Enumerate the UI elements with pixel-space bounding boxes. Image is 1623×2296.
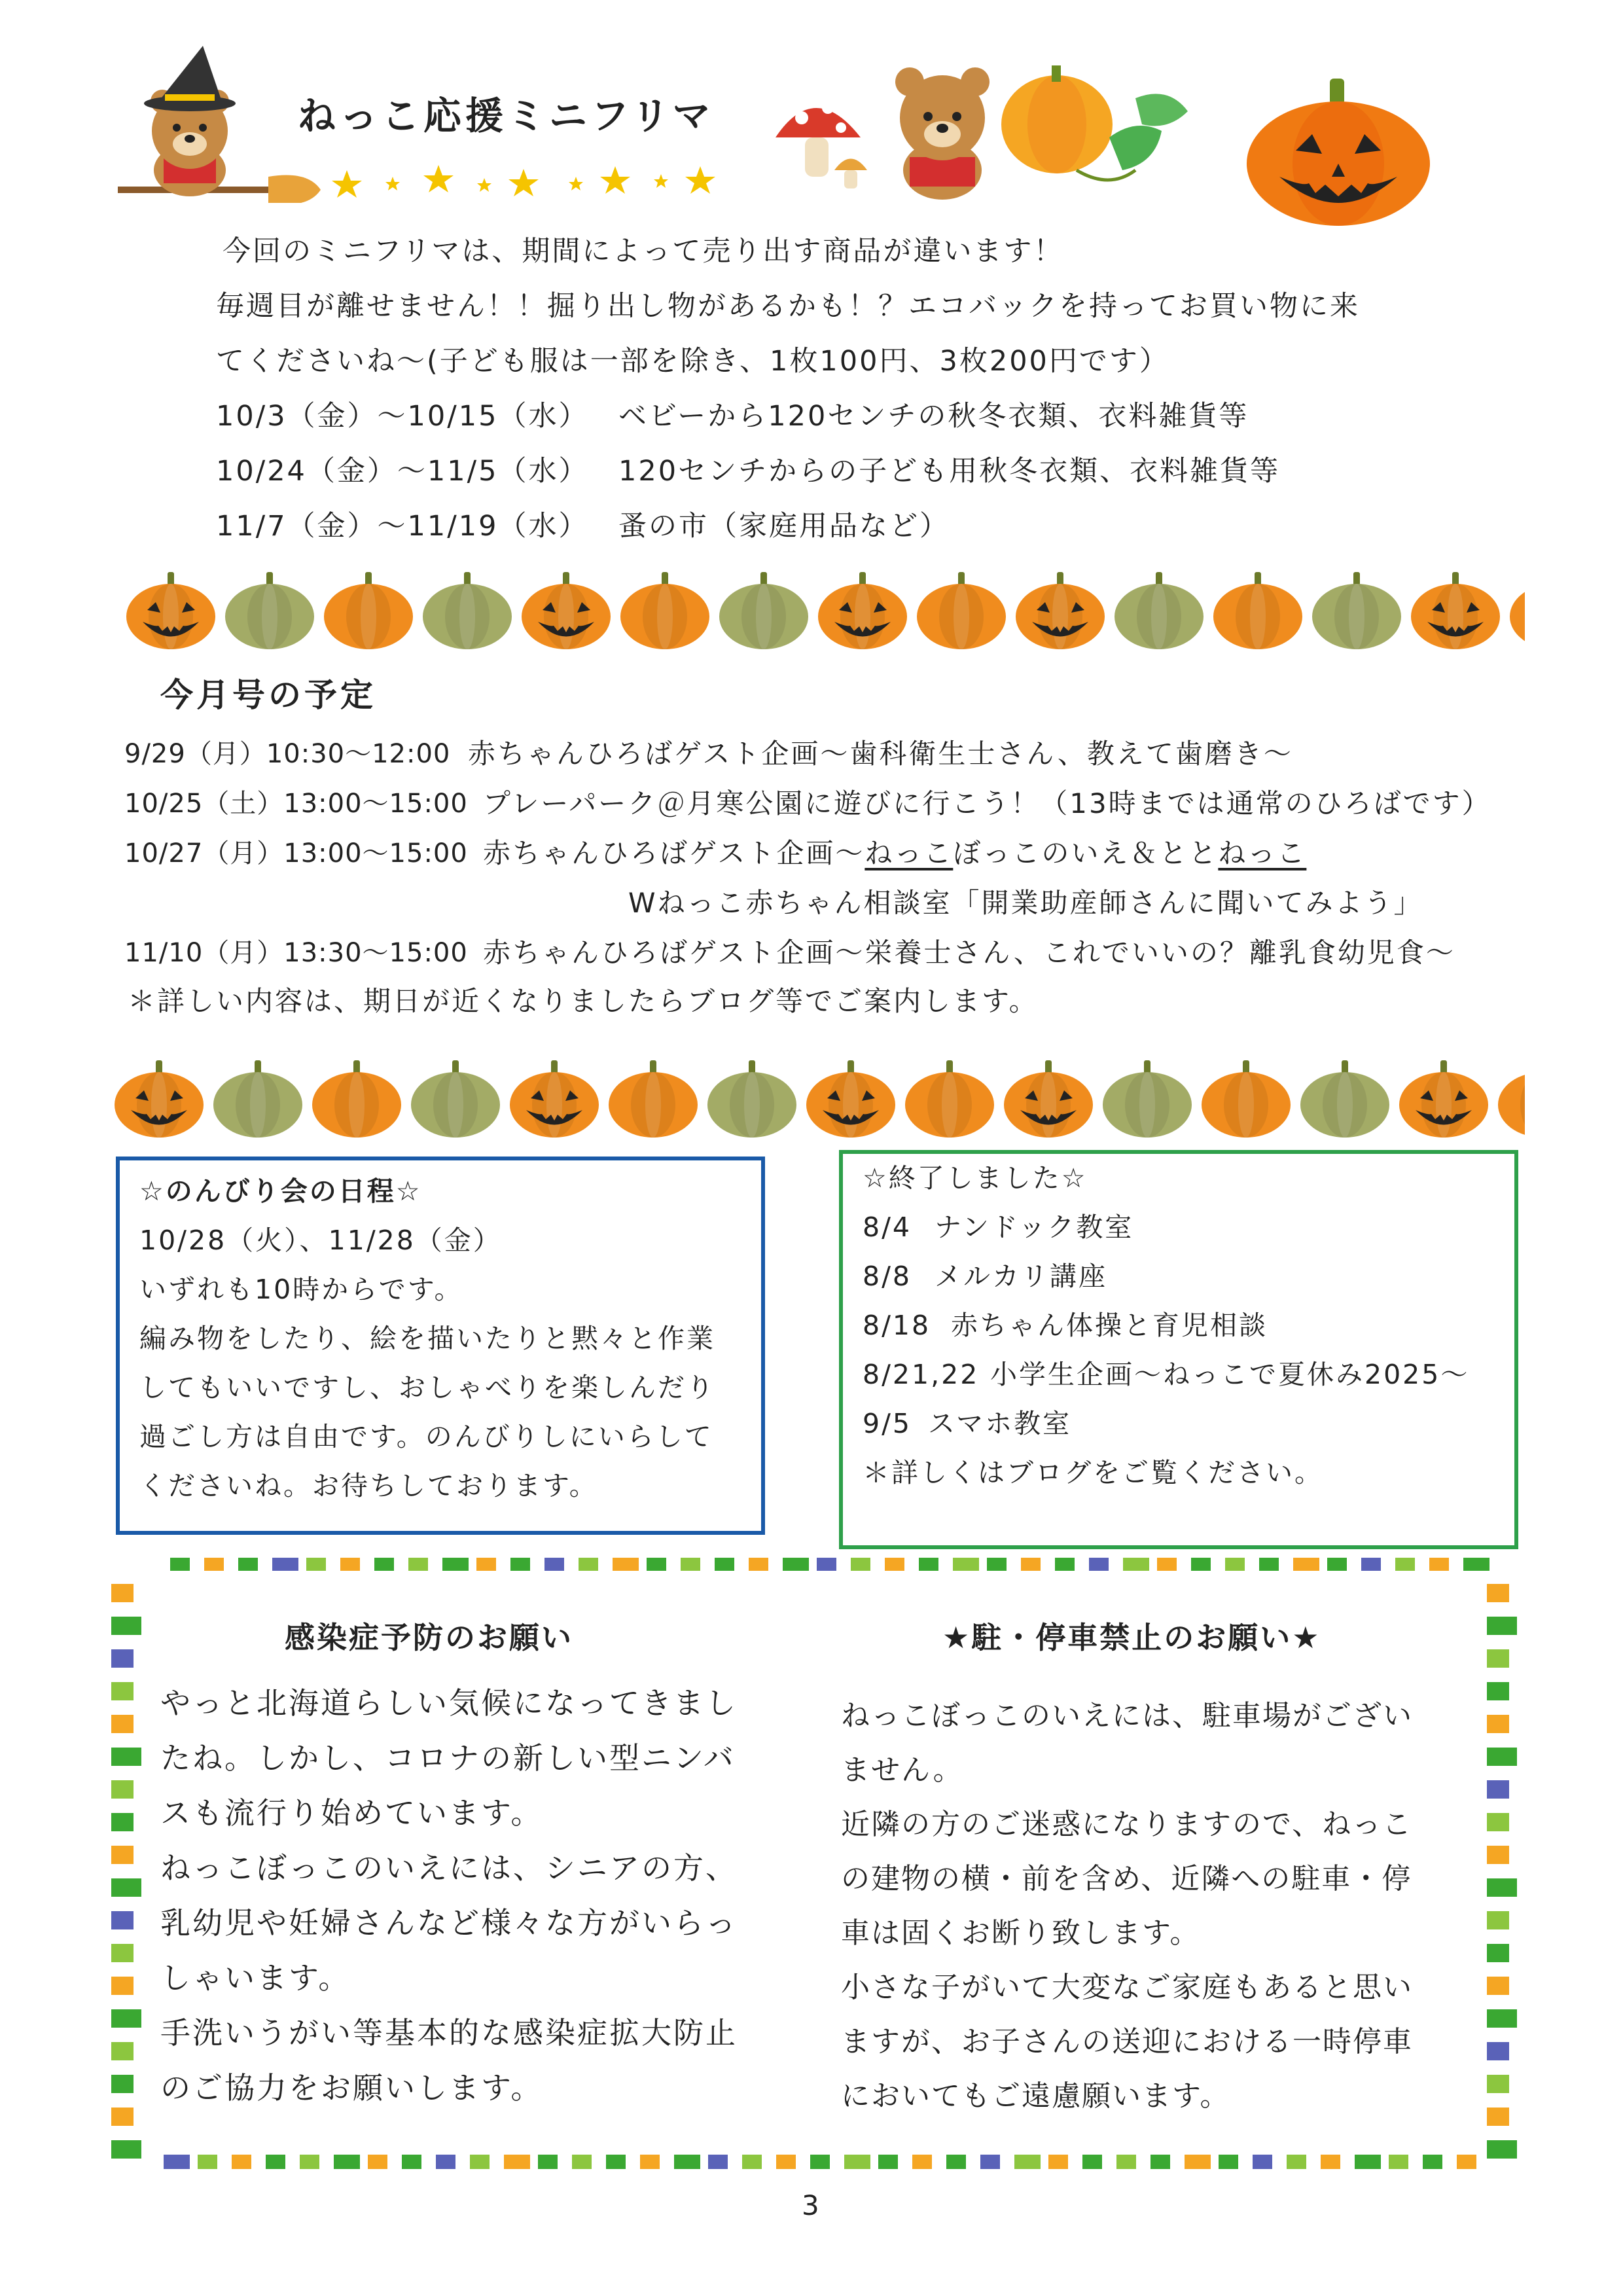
parking-line-2: ません。 [841,1753,963,1787]
parking-line-3: 近隣の方のご迷惑になりますので、ねっこ [841,1808,1413,1841]
finished-date-3: 8/18 [863,1310,931,1341]
pumpkin-icon [717,569,811,651]
finished-date-1: 8/4 [863,1211,912,1243]
jack-o-lantern-icon [1002,1058,1096,1139]
period-date-3: 11/7（金）〜11/19（水） [216,510,589,543]
infection-line-2: たね。しかし、コロナの新しい型ニンバ [160,1740,736,1776]
pumpkin-icon [618,569,712,651]
pumpkin-icon [1298,1058,1392,1139]
jack-o-lantern-icon [520,569,613,651]
infection-line-4: ねっこぼっこのいえには、シニアの方、 [160,1850,738,1886]
period-desc-1: ベビーから120センチの秋冬衣類、衣料雑貨等 [618,400,1249,433]
schedule-desc-3-line2: Wねっこ赤ちゃん相談室「開業助産師さんに聞いてみよう」 [628,887,1423,919]
pumpkin-icon [1508,569,1525,651]
infection-heading: 感染症予防のお願い [285,1620,573,1655]
finished-desc-2: メルカリ講座 [935,1261,1107,1292]
finished-box [839,1150,1518,1549]
pumpkin-icon [705,1058,799,1139]
parking-line-5: 車は固くお断り致します。 [841,1916,1200,1950]
pumpkin-icon [409,1058,503,1139]
schedule-desc-3-a: 赤ちゃんひろばゲスト企画〜 [483,837,865,869]
nonbiri-line-5: 過ごし方は自由です。のんびりしにいらして [139,1421,713,1452]
nonbiri-line-3: 編み物をしたり、絵を描いたりと黙々と作業 [139,1323,715,1354]
finished-date-4: 8/21,22 [863,1359,980,1390]
nonbiri-line-4: してもいいですし、おしゃべりを楽しんだり [139,1372,715,1403]
nonbiri-line-1: 10/28（火）、11/28（金） [139,1225,502,1256]
finished-desc-3: 赤ちゃん体操と育児相談 [951,1310,1268,1341]
parking-line-8: においてもご遠慮願います。 [841,2079,1230,2113]
pumpkin-icon [1113,569,1206,651]
schedule-desc-1: 赤ちゃんひろばゲスト企画〜歯科衛生士さん、教えて歯磨き〜 [468,738,1293,770]
infection-line-7: 手洗いうがい等基本的な感染症拡大防止 [160,2015,738,2051]
pumpkin-icon [1310,569,1404,651]
mushroom-bear-pumpkin-illustration [769,39,1201,203]
period-desc-3: 蚤の市（家庭用品など） [618,510,950,543]
jack-o-lantern-icon [113,1058,206,1139]
jack-o-lantern-icon [1409,569,1503,651]
finished-desc-4: 小学生企画〜ねっこで夏休み2025〜 [990,1359,1470,1390]
schedule-date-4: 11/10（月）13:30〜15:00 [124,938,468,968]
parking-heading: ★駐・停車禁止のお願い★ [942,1620,1321,1655]
stars-decoration [327,157,733,203]
pumpkin-icon [223,569,317,651]
pumpkin-row-2 [113,1058,1525,1149]
parking-line-4: の建物の横・前を含め、近隣への駐車・停 [841,1862,1412,1895]
parking-line-6: 小さな子がいて大変なご家庭もあると思い [841,1971,1413,2004]
finished-date-5: 9/5 [863,1408,912,1439]
jack-o-lantern-icon [1014,569,1107,651]
pumpkin-icon [310,1058,404,1139]
pumpkin-icon [1496,1058,1525,1139]
pumpkin-row-1 [124,569,1525,661]
pumpkin-icon [915,569,1008,651]
pumpkin-icon [607,1058,700,1139]
pumpkin-icon [421,569,514,651]
schedule-desc-3 [483,826,1306,881]
period-date-2: 10/24（金）〜11/5（水） [216,455,589,488]
pumpkin-icon [1211,569,1305,651]
jack-o-lantern-icon [816,569,910,651]
jack-o-lantern-icon [1243,72,1433,229]
parking-line-1: ねっこぼっこのいえには、駐車場がござい [841,1699,1413,1732]
pumpkin-icon [322,569,416,651]
schedule-date-1: 9/29（月）10:30〜12:00 [124,739,451,769]
pumpkin-icon [1101,1058,1194,1139]
intro-line-1: 今回のミニフリマは、期間によって売り出す商品が違います！ [223,235,1064,268]
parking-line-7: ますが、お子さんの送迎における一時停車 [841,2025,1413,2058]
schedule-desc-4: 赤ちゃんひろばゲスト企画〜栄養士さん、これでいいの？離乳食幼児食〜 [483,937,1455,969]
intro-line-2: 毎週目が離せません！！掘り出し物があるかも！？エコバックを持ってお買い物に来 [216,290,1360,323]
page-number: 3 [802,2189,819,2221]
schedule-desc-2: プレーパーク＠月寒公園に遊びに行こう！（13時までは通常のひろばです） [483,787,1491,819]
link-nekko-1[interactable]: ねっこ [865,837,954,869]
pumpkin-icon [903,1058,997,1139]
finished-date-2: 8/8 [863,1261,912,1292]
nonbiri-heading: ☆のんびり会の日程☆ [139,1175,422,1207]
period-desc-2: 120センチからの子ども用秋冬衣類、衣料雑貨等 [618,455,1281,488]
infection-line-1: やっと北海道らしい気候になってきまし [160,1685,738,1721]
nonbiri-line-6: くださいね。お待ちしております。 [139,1470,598,1501]
page-title: ねっこ応援ミニフリマ [298,94,715,138]
jack-o-lantern-icon [508,1058,601,1139]
infection-line-5: 乳幼児や妊婦さんなど様々な方がいらっ [160,1905,738,1941]
schedule-note: ＊詳しい内容は、期日が近くなりましたらブログ等でご案内します。 [128,985,1039,1017]
schedule-heading: 今月号の予定 [160,676,376,714]
infection-line-3: スも流行り始めています。 [160,1795,543,1831]
finished-heading: ☆終了しました☆ [863,1162,1088,1194]
finished-desc-1: ナンドック教室 [935,1211,1134,1243]
schedule-date-3: 10/27（月）13:00〜15:00 [124,838,468,869]
intro-line-3: てくださいね〜(子ども服は一部を除き、1枚100円、3枚200円です） [216,345,1169,378]
pumpkin-icon [211,1058,305,1139]
schedule-date-2: 10/25（土）13:00〜15:00 [124,789,468,819]
link-nekko-2[interactable]: ねっこ [1218,837,1307,869]
jack-o-lantern-icon [1397,1058,1491,1139]
jack-o-lantern-icon [124,569,218,651]
pumpkin-icon [1200,1058,1293,1139]
infection-line-8: のご協力をお願いします。 [160,2070,543,2106]
finished-note: ＊詳しくはブログをご覧ください。 [863,1457,1323,1488]
infection-line-6: しゃいます。 [160,1960,351,1996]
period-date-1: 10/3（金）〜10/15（水） [216,400,589,433]
nonbiri-box [116,1157,765,1535]
nonbiri-line-2: いずれも10時からです。 [139,1274,463,1305]
schedule-desc-3-b: ぼっこのいえ＆とと [953,837,1219,869]
finished-desc-5: スマホ教室 [928,1408,1072,1439]
jack-o-lantern-icon [804,1058,898,1139]
